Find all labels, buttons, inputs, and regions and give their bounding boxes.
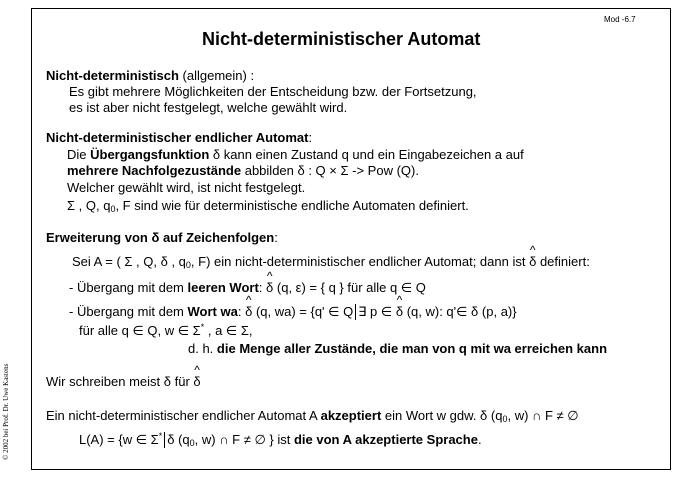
section5-accept-line: Ein nicht-deterministischer endlicher Automat A akzeptiert ein Wort w gdw. δ ($q_0$, w) ∩ F ≠ ∅ bbox=[46, 408, 579, 424]
section4-line: Wir schreiben meist δ für ^ δ bbox=[46, 373, 201, 390]
set-separator-bar bbox=[355, 304, 356, 320]
section3-for-all-line: für alle q ∈ Q, w ∈ Σ* , a ∈ Σ, bbox=[79, 322, 253, 338]
delta-hat-symbol: ^ δ bbox=[396, 303, 403, 320]
page-title: Nicht-deterministischer Automat bbox=[202, 29, 481, 49]
section2-heading: Nicht-deterministischer endlicher Automat: bbox=[46, 130, 313, 145]
section2-line1: Die Übergangsfunktion δ kann einen Zustand q und ein Eingabezeichen a auf bbox=[67, 147, 524, 162]
page-number: Mod -6.7 bbox=[604, 15, 636, 24]
section3-empty-word-line: - Übergang mit dem leeren Wort: ^ δ (q, ε) = { q } für alle q ∈ Q bbox=[69, 279, 426, 296]
section1-line1: Es gibt mehrere Möglichkeiten der Entscheidung bzw. der Fortsetzung, bbox=[69, 84, 477, 99]
section3-word-wa-line: - Übergang mit dem Wort wa: ^ δ (q, wa) = {q' ∈ Q ∃ p ∈ ^ δ (q, w): q'∈ δ (p, a)} bbox=[69, 303, 517, 320]
section3-heading: Erweiterung von δ auf Zeichenfolgen: bbox=[46, 230, 278, 245]
delta-hat-symbol: ^ δ bbox=[193, 373, 200, 390]
delta-hat-symbol: ^ δ bbox=[529, 253, 536, 270]
copyright-note: © 2002 bei Prof. Dr. Uwe Kastens bbox=[2, 363, 10, 460]
delta-hat-symbol: ^ δ bbox=[245, 303, 252, 320]
section2-line4: Σ , Q, $q_0$, F sind wie für deterministische endliche Automaten definiert. bbox=[67, 198, 469, 214]
delta-hat-symbol: ^ δ bbox=[266, 279, 273, 296]
set-separator-bar bbox=[164, 432, 165, 448]
section2-line2: mehrere Nachfolgezustände abbilden δ : Q × Σ -> Pow (Q). bbox=[67, 163, 419, 178]
section3-meaning-line: d. h. die Menge aller Zustände, die man von q mit wa erreichen kann bbox=[188, 341, 608, 356]
section3-sei-line: Sei A = ( Σ , Q, δ , $q_0$, F) ein nicht-deterministischer endlicher Automat; dann ist ^ δ definiert: bbox=[72, 253, 590, 270]
section5-language-line: L(A) = {w ∈ Σ* δ ($q_0$, w) ∩ F ≠ ∅ } ist die von A akzeptierte Sprache. bbox=[79, 431, 482, 448]
section2-line3: Welcher gewählt wird, ist nicht festgelegt. bbox=[67, 180, 306, 195]
section1-heading: Nicht-deterministisch (allgemein) : bbox=[46, 68, 255, 83]
section1-line2: es ist aber nicht festgelegt, welche gewählt wird. bbox=[69, 100, 348, 115]
